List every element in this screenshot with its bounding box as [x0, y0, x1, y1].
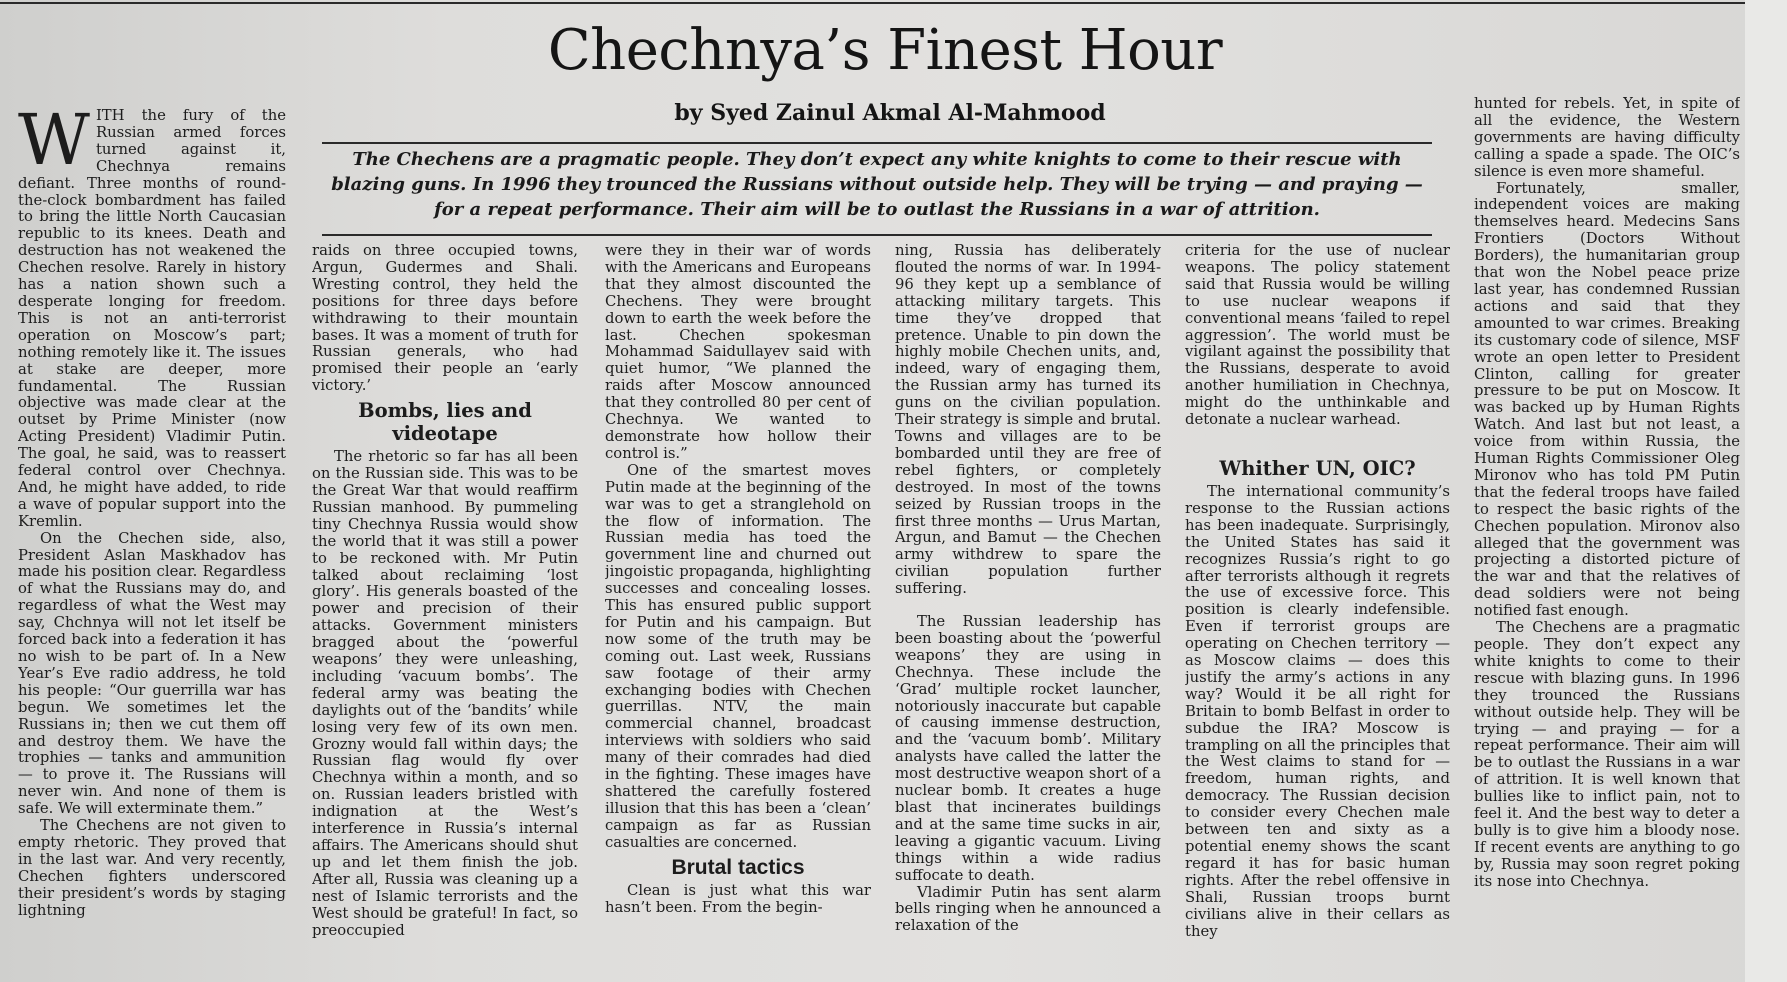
paragraph: The international community’s response to the Russian actions has been inadequate. Surprisingly, the United States has said it recognizes Russia’s right to go after terrorists although it regrets the use of excessive force. This position is clearly indefensible. Even if terrorist groups are operating on Chechen territory — as Moscow claims — does this justify the army’s actions in any way? Would it be all right for Britain to bomb Belfast in order to subdue the IRA? Moscow is trampling on all the principles that the West claims to stand for — freedom, human rights, and democracy. The Russian decision to consider every Chechen male between ten and sixty as a potential enemy shows the scant regard it has for basic human rights. After the rebel offensive in Shali, Russian troops burnt civilians alive in their cellars as they — [1185, 482, 1450, 940]
paragraph: were they in their war of words with the Americans and Europeans that they almost discounted the Chechens. They were brought down to earth the week before the last. Chechen spokesman Mohammad Saidullayev said with quiet humor, “We planned the raids after Moscow announced that they controlled 80 per cent of Chechnya. We wanted to demonstrate how hollow their control is.” — [605, 243, 871, 462]
paragraph: The Chechens are not given to empty rhetoric. They proved that in the last war. And very recently, Chechen fighters underscored their president’s words by staging lightning — [18, 817, 286, 919]
deck-summary: The Chechens are a pragmatic people. They don’t expect any white knights to come to their rescue with blazing guns. In 1996 they trounced the Russians without outside help. They will be trying — and praying — for a repeat performance. Their aim will be to outlast the Russians in a war of attrition. — [322, 142, 1432, 236]
paragraph: The rhetoric so far has all been on the Russian side. This was to be the Great War that would reaffirm Russian manhood. By pummeling tiny Chechnya Russia would show the world that it was still a power to be reckoned with. Mr Putin talked about reclaiming ‘lost glory’. His generals boasted of the power and precision of their attacks. Government ministers bragged about the ‘powerful weapons’ they were unleashing, including ‘vacuum bombs’. The federal army was beating the daylights out of the ‘bandits’ while losing very few of its own men. Grozny would fall within days; the Russian flag would fly over Chechnya within a month, and so on. Russian leaders bristled with indignation at the West’s interference in Russia’s internal affairs. The Americans should shut up and let them finish the job. After all, Russia was cleaning up a nest of Islamic terrorists and the West should be grateful! In fact, so preoccupied — [312, 448, 578, 939]
paragraph: raids on three occupied towns, Argun, Gudermes and Shali. Wresting control, they held the positions for three days before withdrawing to their mountain bases. It was a moment of truth for Russian generals, who had promised their people an ‘early victory.’ — [312, 243, 578, 395]
paragraph: On the Chechen side, also, President Aslan Maskhadov has made his position clear. Regardless of what the Russians may do, and regardless of what the West may say, Chchnya will not let itself be forced back into a federation it has no wish to be part of. In a New Year’s Eve radio address, he told his people: “Our guerrilla war has begun. We sometimes let the Russians in; then we cut them off and destroy them. We have the trophies — tanks and ammunition — to prove it. The Russians will never win. And none of them is safe. We will exterminate them.” — [18, 529, 286, 818]
column-6 — [1474, 96, 1740, 974]
paragraph: One of the smartest moves Putin made at the beginning of the war was to get a stranglehold on the flow of information. The Russian media has toed the government line and churned out jingoistic propaganda, highlighting successes and concealing losses. This has ensured public support for Putin and his campaign. But now some of the truth may be coming out. Last week, Russians saw footage of their army exchanging bodies with Chechen guerrillas. NTV, the main commercial channel, broadcast interviews with soldiers who said many of their comrades had died in the fighting. These images have shattered the carefully fostered illusion that this has been a ‘clean’ campaign as far as Russian casualties are concerned. — [605, 461, 871, 851]
column-2 — [312, 243, 578, 973]
paragraph: The Russian leadership has been boasting about the ‘powerful weapons’ they are using in Chechnya. These include the ‘Grad’ multiple rocket launcher, notoriously inaccurate but capable of causing immense destruction, and the ‘vacuum bomb’. Military analysts have called the latter the most destructive weapon short of a nuclear bomb. It creates a huge blast that incinerates buildings and at the same time sucks in air, leaving a gigantic vacuum. Living things within a wide radius suffocate to death. — [895, 613, 1161, 884]
paragraph: The Chechens are a pragmatic people. They don’t expect any white knights to come to their rescue with blazing guns. In 1996 they trounced the Russians without outside help. They will be trying — and praying — for a repeat performance. Their aim will be to outlast the Russians in a war of attrition. It is well known that bullies like to inflict pain, not to feel it. And the best way to deter a bully is to give him a bloody nose. If recent events are anything to go by, Russia may soon regret poking its nose into Chechnya. — [1474, 619, 1740, 890]
column-4 — [895, 243, 1161, 973]
column-1 — [18, 108, 286, 972]
column-3 — [605, 243, 871, 973]
subheading: Brutal tactics — [671, 855, 805, 879]
paragraph: hunted for rebels. Yet, in spite of all the evidence, the Western governments are having difficulty calling a spade a spade. The OIC’s silence is even more shameful. — [1474, 96, 1740, 180]
drop-cap: W — [18, 108, 90, 181]
subheading: Bombs, lies and videotape — [358, 399, 532, 446]
column-5 — [1185, 243, 1450, 973]
paragraph: Fortunately, smaller, independent voices are making themselves heard. Medecins Sans Frontiers (Doctors Without Borders), the humanitarian group that won the Nobel peace prize last year, has condemned Russian actions and said that they amounted to war crimes. Breaking its customary code of silence, MSF wrote an open letter to President Clinton, calling for greater pressure to be put on Moscow. It was backed up by Human Rights Watch. And last but not least, a voice from within Russia, the Human Rights Commissioner Oleg Mironov who has told PM Putin that the federal troops have failed to respect the basic rights of the Chechen population. Mironov also alleged that the government was projecting a distorted picture of the war and that the relatives of dead soldiers were not being notified fast enough. — [1474, 179, 1740, 620]
paragraph: WITH the fury of the Russian armed forces turned against it, Chechnya remains defiant. Three months of round-the-clock bombardment has failed to bring the little North Caucasian republic to its knees. Death and destruction has not weakened the Chechen resolve. Rarely in history has a nation shown such a desperate longing for freedom. This is not an anti-terrorist operation on Moscow’s part; nothing remotely like it. The issues at stake are deeper, more fundamental. The Russian objective was made clear at the outset by Prime Minister (now Acting President) Vladimir Putin. The goal, he said, was to reassert federal control over Chechnya. And, he might have added, to ride a wave of popular support into the Kremlin. — [18, 108, 286, 530]
byline: by Syed Zainul Akmal Al-Mahmood — [674, 100, 1106, 126]
paragraph: criteria for the use of nuclear weapons. The policy statement said that Russia would be willing to use nuclear weapons if conventional means ‘failed to repel aggression’. The world must be vigilant against the possibility that the Russians, desperate to avoid another humiliation in Chechnya, might do the unthinkable and detonate a nuclear warhead. — [1185, 243, 1450, 429]
paragraph: Vladimir Putin has sent alarm bells ringing when he announced a relaxation of the — [895, 883, 1161, 935]
subheading: Whither UN, OIC? — [1219, 456, 1416, 480]
paragraph: ning, Russia has deliberately flouted the norms of war. In 1994-96 they kept up a semblance of attacking military targets. This time they’ve dropped that pretence. Unable to pin down the highly mobile Chechen units, and, indeed, wary of engaging them, the Russian army has turned its guns on the civilian population. Their strategy is simple and brutal. Towns and villages are to be bombarded until they are free of rebel fighters, or completely destroyed. In most of the towns seized by Russian troops in the first three months — Urus Martan, Argun, and Bamut — the Chechen army withdrew to spare the civilian population further suffering. — [895, 243, 1161, 598]
top-rule — [0, 2, 1745, 4]
page-edge — [1745, 0, 1787, 982]
paragraph: Clean is just what this war hasn’t been. From the begin- — [605, 881, 871, 916]
headline: Chechnya’s Finest Hour — [547, 18, 1223, 83]
